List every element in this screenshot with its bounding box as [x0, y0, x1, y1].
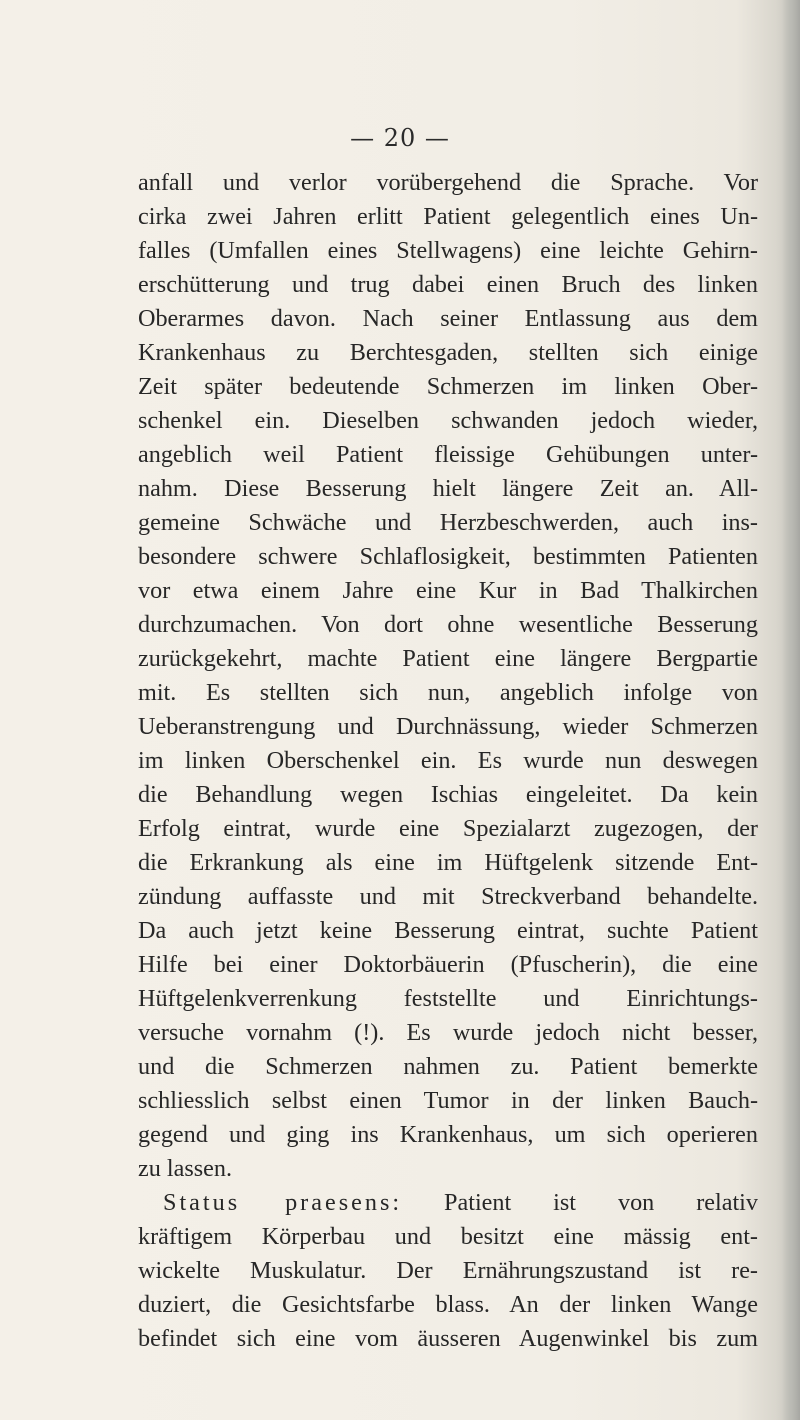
- text-line: die Erkrankung als eine im Hüftgelenk sitzende Ent-: [138, 849, 758, 876]
- text-line: und die Schmerzen nahmen zu. Patient bemerkte: [138, 1053, 758, 1080]
- body-text: [138, 166, 758, 1356]
- text-line: Hilfe bei einer Doktorbäuerin (Pfuscherin), die eine: [138, 951, 758, 978]
- text-line: Erfolg eintrat, wurde eine Spezialarzt zugezogen, der: [138, 815, 758, 842]
- text-line: Hüftgelenkverrenkung feststellte und Einrichtungs-: [138, 985, 758, 1012]
- text-line: schenkel ein. Dieselben schwanden jedoch wieder,: [138, 407, 758, 434]
- status-line: [138, 1186, 758, 1220]
- text-line: Ueberanstrengung und Durchnässung, wieder Schmerzen: [138, 713, 758, 740]
- text-line: zündung auffasste und mit Streckverband behandelte.: [138, 883, 758, 910]
- text-line: vor etwa einem Jahre eine Kur in Bad Thalkirchen: [138, 577, 758, 604]
- text-line: Krankenhaus zu Berchtesgaden, stellten sich einige: [138, 339, 758, 366]
- text-line: zu lassen.: [138, 1155, 233, 1182]
- page-edge-shadow: [782, 0, 800, 1420]
- text-line: cirka zwei Jahren erlitt Patient gelegentlich eines Un-: [138, 203, 758, 230]
- text-line: anfall und verlor vorübergehend die Sprache. Vor: [138, 169, 758, 196]
- text-line: besondere schwere Schlaflosigkeit, bestimmten Patienten: [138, 543, 758, 570]
- text-line: duziert, die Gesichtsfarbe blass. An der linken Wange: [138, 1291, 758, 1318]
- text-line: versuche vornahm (!). Es wurde jedoch nicht besser,: [138, 1019, 758, 1046]
- text-line: erschütterung und trug dabei einen Bruch des linken: [138, 271, 758, 298]
- text-line: Da auch jetzt keine Besserung eintrat, suchte Patient: [138, 917, 758, 944]
- text-line: im linken Oberschenkel ein. Es wurde nun deswegen: [138, 747, 758, 774]
- text-line: wickelte Muskulatur. Der Ernährungszustand ist re-: [138, 1257, 758, 1284]
- text-line: mit. Es stellten sich nun, angeblich infolge von: [138, 679, 758, 706]
- text-line: falles (Umfallen eines Stellwagens) eine leichte Gehirn-: [138, 237, 758, 264]
- text-line: Oberarmes davon. Nach seiner Entlassung aus dem: [138, 305, 758, 332]
- text-line: angeblich weil Patient fleissige Gehübungen unter-: [138, 441, 758, 468]
- text-line: gemeine Schwäche und Herzbeschwerden, auch ins-: [138, 509, 758, 536]
- status-heading: Status praesens:: [163, 1189, 403, 1216]
- text-line: gegend und ging ins Krankenhaus, um sich operieren: [138, 1121, 758, 1148]
- text-line: durchzumachen. Von dort ohne wesentliche Besserung: [138, 611, 758, 638]
- text-line: befindet sich eine vom äusseren Augenwinkel bis zum: [138, 1325, 758, 1352]
- text-line: nahm. Diese Besserung hielt längere Zeit an. All-: [138, 475, 758, 502]
- text-line: zurückgekehrt, machte Patient eine längere Bergpartie: [138, 645, 758, 672]
- status-line-text: Patient ist von relativ: [444, 1189, 758, 1216]
- text-line: Zeit später bedeutende Schmerzen im linken Ober-: [138, 373, 758, 400]
- text-line: schliesslich selbst einen Tumor in der linken Bauch-: [138, 1087, 758, 1114]
- text-line: kräftigem Körperbau und besitzt eine mässig ent-: [138, 1223, 758, 1250]
- page-number: — 20 —: [350, 124, 450, 152]
- text-line: die Behandlung wegen Ischias eingeleitet. Da kein: [138, 781, 758, 808]
